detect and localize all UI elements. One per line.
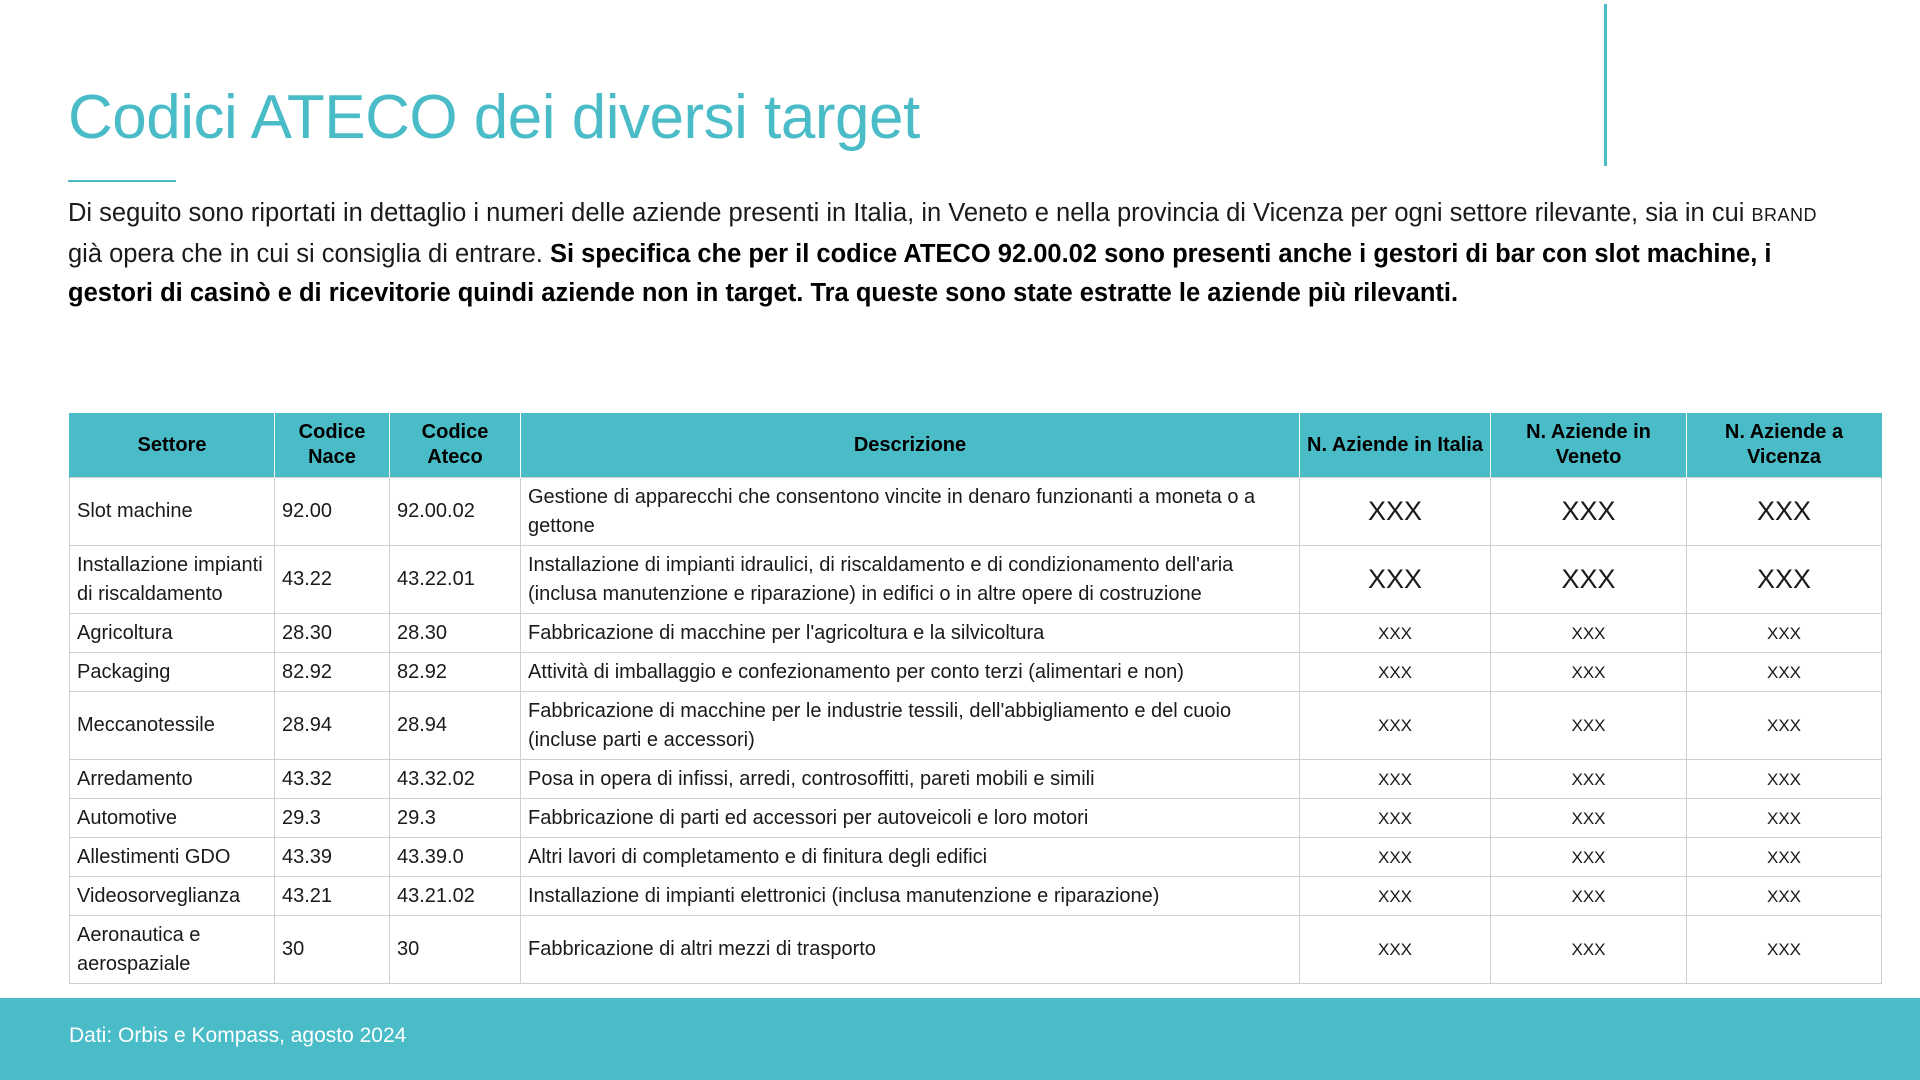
cell-aziende-vicenza: XXX	[1687, 838, 1882, 877]
cell-aziende-vicenza: XXX	[1687, 653, 1882, 692]
table-row	[70, 614, 1882, 653]
cell-descrizione: Installazione di impianti idraulici, di riscaldamento e di condizionamento dell'aria (inclusa manutenzione e riparazione) in edifici o in altre opere di costruzione	[521, 546, 1300, 614]
table-row	[70, 692, 1882, 760]
cell-aziende-vicenza: XXX	[1687, 799, 1882, 838]
cell-descrizione: Fabbricazione di macchine per le industrie tessili, dell'abbigliamento e del cuoio (incluse parti e accessori)	[521, 692, 1300, 760]
ateco-table	[69, 413, 1882, 984]
cell-aziende-italia: XXX	[1300, 799, 1491, 838]
cell-ateco: 43.39.0	[390, 838, 521, 877]
cell-descrizione: Posa in opera di infissi, arredi, controsoffitti, pareti mobili e simili	[521, 760, 1300, 799]
cell-nace: 28.94	[275, 692, 390, 760]
cell-nace: 82.92	[275, 653, 390, 692]
cell-nace: 43.21	[275, 877, 390, 916]
cell-settore: Arredamento	[70, 760, 275, 799]
cell-aziende-veneto: XXX	[1491, 838, 1687, 877]
cell-nace: 43.22	[275, 546, 390, 614]
header-settore: Settore	[70, 413, 275, 478]
cell-aziende-veneto: XXX	[1491, 653, 1687, 692]
cell-settore: Slot machine	[70, 478, 275, 546]
cell-ateco: 43.32.02	[390, 760, 521, 799]
cell-settore: Automotive	[70, 799, 275, 838]
cell-aziende-veneto: XXX	[1491, 877, 1687, 916]
cell-aziende-vicenza: XXX	[1687, 760, 1882, 799]
cell-settore: Meccanotessile	[70, 692, 275, 760]
table-row	[70, 546, 1882, 614]
cell-aziende-vicenza: XXX	[1687, 916, 1882, 984]
cell-nace: 30	[275, 916, 390, 984]
cell-nace: 43.39	[275, 838, 390, 877]
cell-aziende-italia: XXX	[1300, 877, 1491, 916]
intro-text-1: Di seguito sono riportati in dettaglio i numeri delle aziende presenti in Italia, in Veneto e nella provincia di Vicenza per ogni settore rilevante, sia in cui	[68, 199, 1752, 227]
cell-descrizione: Attività di imballaggio e confezionamento per conto terzi (alimentari e non)	[521, 653, 1300, 692]
cell-settore: Videosorveglianza	[70, 877, 275, 916]
cell-descrizione: Installazione di impianti elettronici (inclusa manutenzione e riparazione)	[521, 877, 1300, 916]
cell-ateco: 29.3	[390, 799, 521, 838]
cell-descrizione: Fabbricazione di macchine per l'agricoltura e la silvicoltura	[521, 614, 1300, 653]
table-row	[70, 799, 1882, 838]
table-row	[70, 478, 1882, 546]
intro-bold-note: Si specifica che per il codice ATECO 92.00.02 sono presenti anche i gestori di bar con slot machine, i gestori di casinò e di ricevitorie quindi aziende non in target. Tra queste sono state estratte le aziende più rilevanti.	[68, 240, 1772, 307]
cell-aziende-veneto: XXX	[1491, 760, 1687, 799]
table-row	[70, 653, 1882, 692]
cell-settore: Allestimenti GDO	[70, 838, 275, 877]
table-row	[70, 916, 1882, 984]
header-codice-nace: Codice Nace	[275, 413, 390, 478]
page-title: Codici ATECO dei diversi target	[68, 83, 920, 152]
cell-ateco: 30	[390, 916, 521, 984]
title-underline	[68, 180, 176, 182]
header-aziende-vicenza: N. Aziende a Vicenza	[1687, 413, 1882, 478]
cell-aziende-vicenza: XXX	[1687, 692, 1882, 760]
header-aziende-veneto: N. Aziende in Veneto	[1491, 413, 1687, 478]
header-aziende-italia: N. Aziende in Italia	[1300, 413, 1491, 478]
cell-ateco: 92.00.02	[390, 478, 521, 546]
cell-aziende-italia: XXX	[1300, 478, 1491, 546]
header-descrizione: Descrizione	[521, 413, 1300, 478]
cell-ateco: 82.92	[390, 653, 521, 692]
cell-ateco: 28.30	[390, 614, 521, 653]
brand-name: BRAND	[1751, 205, 1818, 225]
cell-aziende-vicenza: XXX	[1687, 614, 1882, 653]
cell-aziende-veneto: XXX	[1491, 799, 1687, 838]
cell-aziende-veneto: XXX	[1491, 614, 1687, 653]
cell-nace: 92.00	[275, 478, 390, 546]
cell-aziende-vicenza: XXX	[1687, 546, 1882, 614]
cell-nace: 29.3	[275, 799, 390, 838]
table-row	[70, 838, 1882, 877]
cell-descrizione: Altri lavori di completamento e di finitura degli edifici	[521, 838, 1300, 877]
cell-aziende-italia: XXX	[1300, 916, 1491, 984]
cell-descrizione: Fabbricazione di parti ed accessori per autoveicoli e loro motori	[521, 799, 1300, 838]
cell-settore: Installazione impianti di riscaldamento	[70, 546, 275, 614]
intro-paragraph	[68, 194, 1828, 313]
table-row	[70, 877, 1882, 916]
cell-settore: Aeronautica e aerospaziale	[70, 916, 275, 984]
intro-text-2: già opera che in cui si consiglia di entrare.	[68, 240, 550, 268]
cell-aziende-italia: XXX	[1300, 838, 1491, 877]
cell-aziende-italia: XXX	[1300, 692, 1491, 760]
table-header-row	[70, 413, 1882, 478]
header-codice-ateco: Codice Ateco	[390, 413, 521, 478]
cell-aziende-vicenza: XXX	[1687, 478, 1882, 546]
cell-ateco: 43.21.02	[390, 877, 521, 916]
vertical-accent-line	[1604, 4, 1607, 166]
cell-aziende-italia: XXX	[1300, 760, 1491, 799]
cell-aziende-italia: XXX	[1300, 614, 1491, 653]
cell-aziende-veneto: XXX	[1491, 478, 1687, 546]
cell-aziende-italia: XXX	[1300, 653, 1491, 692]
cell-nace: 43.32	[275, 760, 390, 799]
footer-bar	[0, 998, 1920, 1080]
cell-settore: Agricoltura	[70, 614, 275, 653]
cell-descrizione: Gestione di apparecchi che consentono vincite in denaro funzionanti a moneta o a gettone	[521, 478, 1300, 546]
cell-aziende-vicenza: XXX	[1687, 877, 1882, 916]
cell-aziende-italia: XXX	[1300, 546, 1491, 614]
table-row	[70, 760, 1882, 799]
cell-nace: 28.30	[275, 614, 390, 653]
cell-aziende-veneto: XXX	[1491, 546, 1687, 614]
cell-settore: Packaging	[70, 653, 275, 692]
cell-aziende-veneto: XXX	[1491, 692, 1687, 760]
source-note: Dati: Orbis e Kompass, agosto 2024	[69, 1024, 407, 1047]
cell-ateco: 28.94	[390, 692, 521, 760]
cell-descrizione: Fabbricazione di altri mezzi di trasporto	[521, 916, 1300, 984]
cell-aziende-veneto: XXX	[1491, 916, 1687, 984]
cell-ateco: 43.22.01	[390, 546, 521, 614]
